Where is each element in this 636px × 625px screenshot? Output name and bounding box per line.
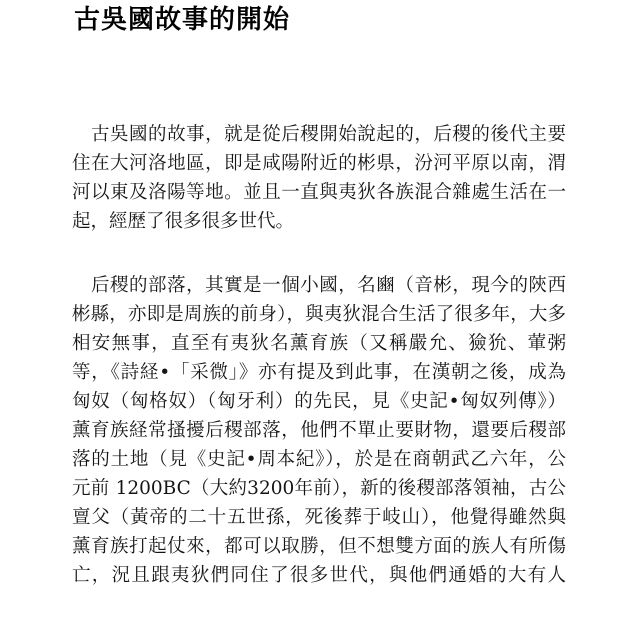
paragraph-line: 匈奴（匈格奴）（匈牙利）的先民，見《史記•匈奴列傳》）	[72, 391, 566, 412]
paragraph-line: 起，經歷了很多很多世代。	[72, 211, 295, 232]
paragraph-line: 相安無事，直至有夷狄名薰育族（又稱嚴允、獫狁、葷粥	[72, 333, 566, 354]
paragraph-line: 亡，況且跟夷狄們同住了很多世代，與他們通婚的大有人	[72, 565, 566, 586]
paragraph-1	[72, 120, 566, 236]
paragraph-line: 河以東及洛陽等地。並且一直與夷狄各族混合雜處生活在一	[72, 182, 566, 203]
paragraph-2	[72, 271, 566, 590]
page-title: 古吳國故事的開始	[74, 5, 291, 35]
paragraph-line: 元前 1200BC（大約3200年前），新的後稷部落領袖，古公	[72, 478, 566, 499]
paragraph-line: 亶父（黃帝的二十五世孫，死後葬于岐山），他覺得雖然與	[72, 507, 566, 528]
paragraph-line: 等，《詩経•「采微」》亦有提及到此事，在漢朝之後，成為	[72, 362, 566, 383]
paragraph-line: 落的土地（見《史記•周本紀》），於是在商朝武乙六年，公	[72, 449, 566, 470]
paragraph-line: 古吳國的故事，就是從后稷開始說起的，后稷的後代主要	[91, 124, 566, 145]
paragraph-line: 后稷的部落，其實是一個小國，名豳（音彬，現今的陝西	[91, 275, 566, 296]
paragraph-line: 住在大河洛地區，即是咸陽附近的彬県，汾河平原以南，渭	[72, 153, 566, 174]
paragraph-line: 薰育族打起仗來，都可以取勝，但不想雙方面的族人有所傷	[72, 536, 566, 557]
paragraph-line: 彬縣，亦即是周族的前身），與夷狄混合生活了很多年，大多	[72, 304, 566, 325]
paragraph-line: 薰育族経常搔擾后稷部落，他們不單止要財物，還要后稷部	[72, 420, 566, 441]
